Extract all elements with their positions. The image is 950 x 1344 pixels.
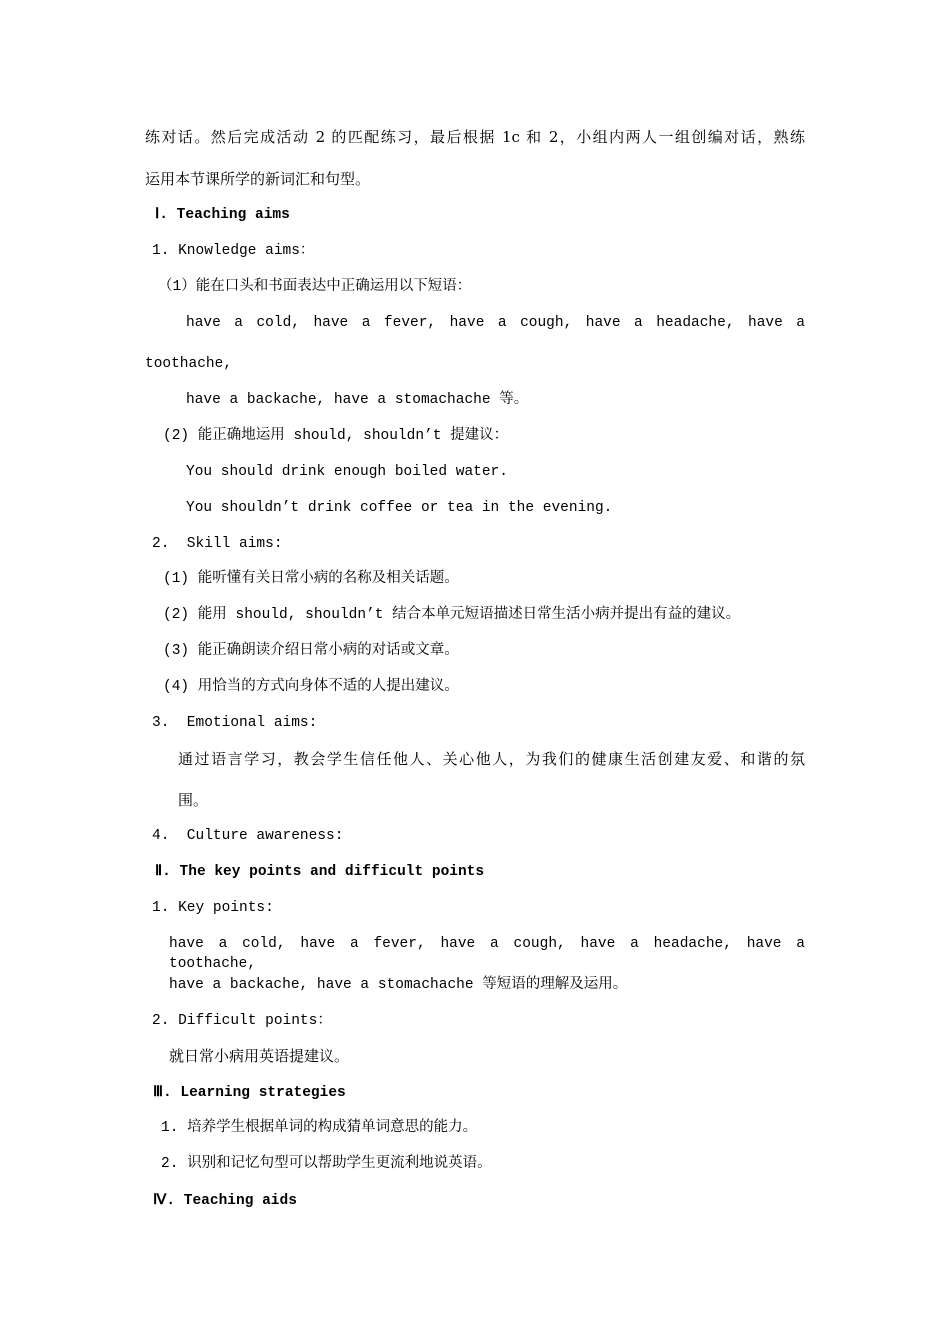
section-heading-teaching-aids: Ⅳ. Teaching aids — [153, 1193, 297, 1209]
emotional-line-2: 围。 — [178, 791, 209, 809]
knowledge-aims-title: 1. Knowledge aims： — [152, 243, 315, 259]
key-points-line-2: have a backache, have a stomachache 等短语的理解及运用。 — [169, 977, 628, 993]
strategy-item-2: 2. 识别和记忆句型可以帮助学生更流利地说英语。 — [161, 1156, 492, 1172]
key-points-line-1: have a cold, have a fever, have a cough, have a headache, have a toothache, — [169, 936, 805, 972]
phrases-line-1: have a cold, have a fever, have a cough, have a headache, have a — [186, 315, 805, 331]
strategy-item-1: 1. 培养学生根据单词的构成猜单词意思的能力。 — [161, 1120, 478, 1136]
example-sentence-2: You shouldn’t drink coffee or tea in the evening. — [186, 500, 613, 516]
emotional-line-1: 通过语言学习，教会学生信任他人、关心他人，为我们的健康生活创建友爱、和谐的氛 — [178, 750, 805, 768]
knowledge-item-1-label: （1）能在口头和书面表达中正确运用以下短语： — [158, 279, 472, 295]
section-heading-key-points: Ⅱ. The key points and difficult points — [155, 864, 485, 880]
emotional-aims-title: 3. Emotional aims: — [152, 715, 318, 731]
phrases-line-2: toothache, — [145, 356, 233, 372]
phrases-line-3: have a backache, have a stomachache 等。 — [186, 392, 529, 408]
difficult-points-title: 2. Difficult points： — [152, 1013, 332, 1029]
key-points-title: 1. Key points: — [152, 900, 274, 916]
skill-item-1: (1) 能听懂有关日常小病的名称及相关话题。 — [163, 571, 459, 587]
skill-item-3: (3) 能正确朗读介绍日常小病的对话或文章。 — [163, 643, 459, 659]
skill-aims-title: 2. Skill aims: — [152, 536, 283, 552]
example-sentence-1: You should drink enough boiled water. — [186, 464, 508, 480]
section-heading-learning-strategies: Ⅲ. Learning strategies — [153, 1085, 346, 1101]
knowledge-item-2-label: (2) 能正确地运用 should, shouldn’t 提建议： — [163, 428, 509, 444]
section-heading-teaching-aims: Ⅰ. Teaching aims — [155, 207, 290, 223]
difficult-points-line-1: 就日常小病用英语提建议。 — [169, 1047, 350, 1065]
skill-item-2: (2) 能用 should, shouldn’t 结合本单元短语描述日常生活小病并提出有益的建议。 — [163, 607, 741, 623]
intro-line-1: 练对话。然后完成活动 2 的匹配练习，最后根据 1c 和 2，小组内两人一组创编对话，熟练 — [145, 128, 805, 146]
culture-awareness-title: 4. Culture awareness: — [152, 828, 344, 844]
skill-item-4: (4) 用恰当的方式向身体不适的人提出建议。 — [163, 679, 459, 695]
intro-line-2: 运用本节课所学的新词汇和句型。 — [145, 170, 371, 188]
